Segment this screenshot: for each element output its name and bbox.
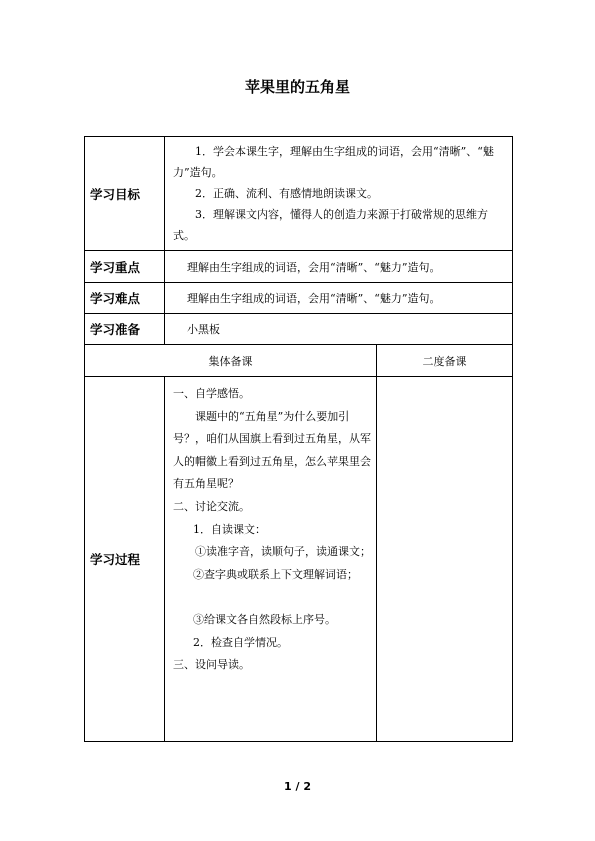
prep-content: 小黑板	[165, 314, 513, 345]
page-title: 苹果里的五角星	[244, 78, 350, 96]
difficulty-content: 理解由生字组成的词语，会用“清晰”、“魅力”造句。	[165, 283, 513, 314]
prep-row	[85, 314, 513, 345]
process-line-8: 2．检查自学情况。	[193, 635, 288, 649]
secondary-header: 二度备课	[377, 345, 513, 377]
difficulty-label: 学习难点	[85, 283, 165, 314]
process-line-2: 课题中的“五角星”为什么要加引号？，咱们从国旗上看到过五角星，从军人的帽徽上看到过五角星，怎么苹果里会有五角星呢？	[173, 409, 371, 491]
process-content	[165, 377, 377, 742]
goal-item-1: 1．学会本课生字，理解由生字组成的词语，会用“清晰”、“魅力”造句。	[173, 145, 494, 179]
goal-item-3: 3．理解课文内容，懂得人的创造力来源于打破常规的思维方式。	[173, 208, 488, 242]
goals-content	[165, 137, 513, 251]
difficulty-row	[85, 283, 513, 314]
header-row	[85, 345, 513, 377]
process-row	[85, 377, 513, 742]
secondary-notes-cell	[377, 377, 513, 742]
process-line-7: ③给课文各自然段标上序号。	[193, 612, 336, 626]
collective-header: 集体备课	[85, 345, 377, 377]
focus-label: 学习重点	[85, 251, 165, 283]
process-line-1: 一、自学感悟。	[173, 387, 250, 400]
focus-row	[85, 251, 513, 283]
lesson-plan-table	[84, 136, 513, 742]
goal-item-2: 2．正确、流利、有感情地朗读课文。	[195, 187, 378, 200]
process-spacer	[173, 586, 372, 609]
prep-label: 学习准备	[85, 314, 165, 345]
page-number: 1 / 2	[284, 780, 311, 793]
process-line-6: ②查字典或联系上下文理解词语；	[193, 567, 358, 581]
process-line-3: 二、讨论交流。	[173, 499, 250, 513]
process-line-9: 三、设问导读。	[173, 658, 250, 672]
goals-row	[85, 137, 513, 251]
focus-content: 理解由生字组成的词语，会用“清晰”、“魅力”造句。	[165, 251, 513, 283]
process-line-4: 1．自读课文：	[193, 522, 266, 536]
process-line-5: ①读准字音，读顺句子，读通课文；	[195, 545, 371, 559]
process-label: 学习过程	[85, 377, 165, 742]
goals-label: 学习目标	[85, 137, 165, 251]
